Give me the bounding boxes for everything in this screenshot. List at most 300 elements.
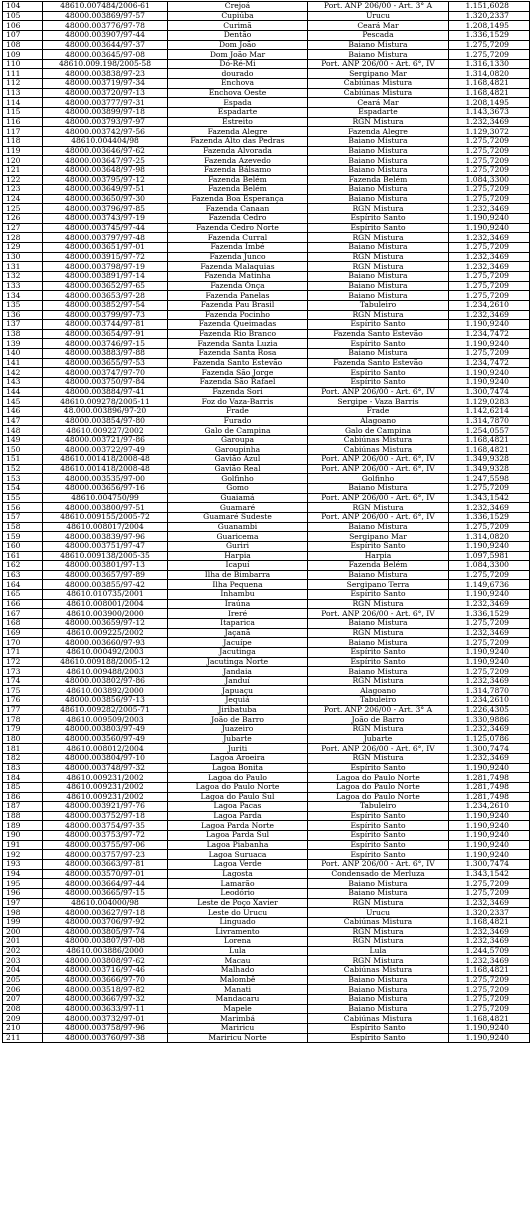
process-number: 48000.003921/97-76 <box>43 802 168 812</box>
field-name: Lagoa do Paulo Sul <box>168 792 308 802</box>
field-name: Lagoa Suruaca <box>168 850 308 860</box>
reference-oil: Cabiúnas Mistura <box>308 79 449 89</box>
row-number: 118 <box>3 136 43 146</box>
row-number: 196 <box>3 888 43 898</box>
process-number: 48000.003655/97-53 <box>43 358 168 368</box>
reference-oil: Baiano Mistura <box>308 271 449 281</box>
row-number: 172 <box>3 657 43 667</box>
table-row <box>3 647 530 657</box>
row-number: 177 <box>3 705 43 715</box>
price-value: 1.168,4821 <box>449 88 530 98</box>
price-value: 1.232,3469 <box>449 628 530 638</box>
field-name: Guaricema <box>168 532 308 542</box>
reference-oil: RGN Mistura <box>308 725 449 735</box>
reference-oil: Baiano Mistura <box>308 985 449 995</box>
price-value: 1.208,1495 <box>449 21 530 31</box>
price-value: 1.190,9240 <box>449 590 530 600</box>
table-row <box>3 908 530 918</box>
reference-oil: Espírito Santo <box>308 320 449 330</box>
table-row <box>3 503 530 513</box>
reference-oil: Port. ANP 206/00 - Art. 3° A <box>308 2 449 12</box>
reference-oil: Port. ANP 206/00 - Art. 3° A <box>308 705 449 715</box>
reference-oil: Frade <box>308 406 449 416</box>
process-number: 48610.009282/2005-71 <box>43 705 168 715</box>
row-number: 139 <box>3 339 43 349</box>
table-row <box>3 773 530 783</box>
field-name: Lagoa Parda <box>168 811 308 821</box>
table-row <box>3 667 530 677</box>
process-number: 48.000.003896/97-20 <box>43 406 168 416</box>
table-row <box>3 657 530 667</box>
row-number: 165 <box>3 590 43 600</box>
table-row <box>3 580 530 590</box>
row-number: 199 <box>3 917 43 927</box>
price-value: 1.190,9240 <box>449 223 530 233</box>
table-row <box>3 1014 530 1024</box>
row-number: 156 <box>3 503 43 513</box>
price-value: 1.275,7209 <box>449 522 530 532</box>
field-name: Fazenda Cedro Norte <box>168 223 308 233</box>
reference-oil: Baiano Mistura <box>308 291 449 301</box>
table-row <box>3 725 530 735</box>
reference-oil: Baiano Mistura <box>308 281 449 291</box>
price-value: 1.129,0283 <box>449 397 530 407</box>
price-value: 1.320,2337 <box>449 11 530 21</box>
reference-oil: Espírito Santo <box>308 368 449 378</box>
reference-oil: Baiano Mistura <box>308 570 449 580</box>
price-value: 1.314,7870 <box>449 416 530 426</box>
table-row <box>3 734 530 744</box>
row-number: 207 <box>3 994 43 1004</box>
price-value: 1.190,9240 <box>449 850 530 860</box>
process-number: 48000.003754/97-35 <box>43 821 168 831</box>
field-name: Fazenda Queimadas <box>168 320 308 330</box>
process-number: 48000.003659/97-12 <box>43 619 168 629</box>
price-value: 1.281,7498 <box>449 773 530 783</box>
table-row <box>3 329 530 339</box>
field-name: Gavião Azul <box>168 455 308 465</box>
row-number: 137 <box>3 320 43 330</box>
reference-oil: Cabiúnas Mistura <box>308 445 449 455</box>
price-value: 1.275,7209 <box>449 243 530 253</box>
table-row <box>3 30 530 40</box>
reference-oil: Baiano Mistura <box>308 638 449 648</box>
price-value: 1.275,7209 <box>449 985 530 995</box>
table-row <box>3 98 530 108</box>
row-number: 130 <box>3 252 43 262</box>
field-name: Galo de Campina <box>168 426 308 436</box>
table-row <box>3 435 530 445</box>
field-name: Fazenda Alegre <box>168 127 308 137</box>
process-number: 48000.003657/97-89 <box>43 570 168 580</box>
price-value: 1.316,1330 <box>449 59 530 69</box>
row-number: 185 <box>3 782 43 792</box>
row-number: 203 <box>3 956 43 966</box>
reference-oil: Ceará Mar <box>308 98 449 108</box>
process-number: 48000.003645/97-08 <box>43 50 168 60</box>
table-row <box>3 204 530 214</box>
reference-oil: Espírito Santo <box>308 541 449 551</box>
field-name: Golfinho <box>168 474 308 484</box>
row-number: 187 <box>3 802 43 812</box>
field-name: Gomo <box>168 484 308 494</box>
reference-oil: Baiano Mistura <box>308 146 449 156</box>
table-row <box>3 628 530 638</box>
reference-oil: Lagoa do Paulo Norte <box>308 782 449 792</box>
reference-oil: Alagoano <box>308 416 449 426</box>
field-name: Malhado <box>168 966 308 976</box>
reference-oil: Baiano Mistura <box>308 879 449 889</box>
price-value: 1.232,3469 <box>449 753 530 763</box>
row-number: 208 <box>3 1004 43 1014</box>
table-row <box>3 21 530 31</box>
price-value: 1.232,3469 <box>449 927 530 937</box>
price-value: 1.232,3469 <box>449 956 530 966</box>
field-name: Guamaré <box>168 503 308 513</box>
field-name: Fazenda Curral <box>168 233 308 243</box>
table-row <box>3 69 530 79</box>
reference-oil: Port. ANP 206/00 - Art. 6°, IV <box>308 860 449 870</box>
field-name: Dó-Ré-Mi <box>168 59 308 69</box>
row-number: 201 <box>3 937 43 947</box>
field-name: Itaparica <box>168 619 308 629</box>
row-number: 150 <box>3 445 43 455</box>
field-name: Fazenda Pau Brasil <box>168 300 308 310</box>
field-name: Lagoa Pacas <box>168 802 308 812</box>
price-value: 1.300,7474 <box>449 744 530 754</box>
reference-oil: Port. ANP 206/00 - Art. 6°, IV <box>308 59 449 69</box>
process-number: 48610.009225/2002 <box>43 628 168 638</box>
row-number: 194 <box>3 869 43 879</box>
table-row <box>3 879 530 889</box>
row-number: 119 <box>3 146 43 156</box>
process-number: 48000.003667/97-32 <box>43 994 168 1004</box>
process-number: 48000.003796/97-85 <box>43 204 168 214</box>
row-number: 159 <box>3 532 43 542</box>
table-row <box>3 966 530 976</box>
table-row <box>3 214 530 224</box>
process-number: 48000.003854/97-80 <box>43 416 168 426</box>
table-row <box>3 79 530 89</box>
process-number: 48000.003648/97-98 <box>43 165 168 175</box>
field-name: Ilha Pequena <box>168 580 308 590</box>
price-value: 1.232,3469 <box>449 599 530 609</box>
row-number: 123 <box>3 185 43 195</box>
table-row <box>3 937 530 947</box>
row-number: 189 <box>3 821 43 831</box>
field-name: Fazenda São Rafael <box>168 377 308 387</box>
reference-oil: Baiano Mistura <box>308 975 449 985</box>
price-value: 1.232,3469 <box>449 117 530 127</box>
field-name: Cupiúba <box>168 11 308 21</box>
process-number: 48000.003751/97-47 <box>43 541 168 551</box>
price-value: 1.149,6736 <box>449 580 530 590</box>
process-number: 48000.003646/97-62 <box>43 146 168 156</box>
field-name: Lamarão <box>168 879 308 889</box>
field-name: Fazenda Junco <box>168 252 308 262</box>
price-value: 1.275,7209 <box>449 291 530 301</box>
price-value: 1.234,2610 <box>449 802 530 812</box>
row-number: 124 <box>3 194 43 204</box>
reference-oil: Port. ANP 206/00 - Art. 6°, IV <box>308 464 449 474</box>
process-number: 48000.003665/97-15 <box>43 888 168 898</box>
row-number: 169 <box>3 628 43 638</box>
field-name: Fazenda Belém <box>168 175 308 185</box>
price-value: 1.143,3673 <box>449 108 530 118</box>
table-row <box>3 1033 530 1043</box>
table-row <box>3 744 530 754</box>
row-number: 134 <box>3 291 43 301</box>
process-number: 48610.004750/99 <box>43 493 168 503</box>
field-name: Dom João Mar <box>168 50 308 60</box>
field-name: Lagoa do Paulo <box>168 773 308 783</box>
row-number: 155 <box>3 493 43 503</box>
reference-oil: Espírito Santo <box>308 1023 449 1033</box>
price-value: 1.234,2610 <box>449 300 530 310</box>
field-name: Livramento <box>168 927 308 937</box>
price-value: 1.275,7209 <box>449 879 530 889</box>
table-row <box>3 1004 530 1014</box>
process-number: 48000.003839/97-96 <box>43 532 168 542</box>
table-row <box>3 821 530 831</box>
field-name: Fazenda Bálsamo <box>168 165 308 175</box>
table-row <box>3 136 530 146</box>
process-number: 48610.004404/98 <box>43 136 168 146</box>
reference-oil: Espírito Santo <box>308 647 449 657</box>
field-name: Enchova <box>168 79 308 89</box>
price-value: 1.336,1529 <box>449 512 530 522</box>
reference-oil: Sergipano Terra <box>308 580 449 590</box>
process-number: 48000.003664/97-44 <box>43 879 168 889</box>
table-row <box>3 802 530 812</box>
reference-oil: Espírito Santo <box>308 840 449 850</box>
row-number: 122 <box>3 175 43 185</box>
field-name: Fazenda Matinha <box>168 271 308 281</box>
table-row <box>3 88 530 98</box>
row-number: 197 <box>3 898 43 908</box>
field-name: Macau <box>168 956 308 966</box>
price-value: 1.300,7474 <box>449 387 530 397</box>
reference-oil: Urucu <box>308 908 449 918</box>
field-name: Mapele <box>168 1004 308 1014</box>
price-value: 1.349,9328 <box>449 455 530 465</box>
table-row <box>3 619 530 629</box>
table-row <box>3 763 530 773</box>
field-name: Lagosta <box>168 869 308 879</box>
field-name: Guamaré Sudeste <box>168 512 308 522</box>
field-name: Gavião Real <box>168 464 308 474</box>
reference-oil: Sergipano Mar <box>308 532 449 542</box>
price-value: 1.190,9240 <box>449 840 530 850</box>
reference-oil: Urucu <box>308 11 449 21</box>
table-row <box>3 888 530 898</box>
field-name: Fazenda Azevedo <box>168 156 308 166</box>
table-row <box>3 320 530 330</box>
price-value: 1.226,4305 <box>449 705 530 715</box>
price-value: 1.142,6214 <box>449 406 530 416</box>
table-row <box>3 512 530 522</box>
field-name: Lula <box>168 946 308 956</box>
reference-oil: Espírito Santo <box>308 657 449 667</box>
row-number: 145 <box>3 397 43 407</box>
row-number: 152 <box>3 464 43 474</box>
table-row <box>3 243 530 253</box>
price-value: 1.168,4821 <box>449 445 530 455</box>
process-number: 48610.009509/2003 <box>43 715 168 725</box>
table-row <box>3 11 530 21</box>
process-number: 48610.001418/2008-48 <box>43 464 168 474</box>
price-value: 1.232,3469 <box>449 676 530 686</box>
table-row <box>3 59 530 69</box>
row-number: 200 <box>3 927 43 937</box>
process-number: 48000.003891/97-14 <box>43 271 168 281</box>
table-row <box>3 339 530 349</box>
field-name: Jaçanã <box>168 628 308 638</box>
process-number: 48000.003518/97-82 <box>43 985 168 995</box>
price-value: 1.190,9240 <box>449 541 530 551</box>
reference-oil: Baiano Mistura <box>308 165 449 175</box>
table-row <box>3 590 530 600</box>
row-number: 179 <box>3 725 43 735</box>
table-row <box>3 464 530 474</box>
process-number: 48610.010735/2001 <box>43 590 168 600</box>
process-number: 48000.003801/97-13 <box>43 561 168 571</box>
field-name: Mariricu <box>168 1023 308 1033</box>
field-name: Fazenda Panelas <box>168 291 308 301</box>
process-number: 48000.003899/97-18 <box>43 108 168 118</box>
field-name: Fazenda Pocinho <box>168 310 308 320</box>
row-number: 157 <box>3 512 43 522</box>
reference-oil: Fazenda Santo Estevão <box>308 358 449 368</box>
row-number: 112 <box>3 79 43 89</box>
price-value: 1.190,9240 <box>449 214 530 224</box>
price-value: 1.190,9240 <box>449 320 530 330</box>
field-name: Guaiamá <box>168 493 308 503</box>
price-value: 1.275,7209 <box>449 1004 530 1014</box>
row-number: 107 <box>3 30 43 40</box>
price-value: 1.232,3469 <box>449 252 530 262</box>
table-row <box>3 599 530 609</box>
price-value: 1.275,7209 <box>449 888 530 898</box>
process-number: 48610.001418/2008-48 <box>43 455 168 465</box>
reference-oil: Ceará Mar <box>308 21 449 31</box>
table-row <box>3 532 530 542</box>
price-value: 1.168,4821 <box>449 1014 530 1024</box>
row-number: 114 <box>3 98 43 108</box>
price-value: 1.232,3469 <box>449 262 530 272</box>
process-number: 48000.003757/97-23 <box>43 850 168 860</box>
process-number: 48000.003807/97-08 <box>43 937 168 947</box>
row-number: 111 <box>3 69 43 79</box>
price-value: 1.275,7209 <box>449 165 530 175</box>
price-value: 1.168,4821 <box>449 79 530 89</box>
row-number: 133 <box>3 281 43 291</box>
row-number: 142 <box>3 368 43 378</box>
process-number: 48000.003720/97-13 <box>43 88 168 98</box>
price-value: 1.254,0557 <box>449 426 530 436</box>
reference-oil: Baiano Mistura <box>308 484 449 494</box>
table-row <box>3 368 530 378</box>
table-row <box>3 975 530 985</box>
field-name: Marimbá <box>168 1014 308 1024</box>
table-row <box>3 570 530 580</box>
price-value: 1.275,7209 <box>449 975 530 985</box>
field-name: Curimã <box>168 21 308 31</box>
reference-oil: RGN Mistura <box>308 204 449 214</box>
price-value: 1.168,4821 <box>449 435 530 445</box>
row-number: 186 <box>3 792 43 802</box>
price-value: 1.275,7209 <box>449 185 530 195</box>
reference-oil: RGN Mistura <box>308 233 449 243</box>
field-name: Jacuípe <box>168 638 308 648</box>
table-row <box>3 291 530 301</box>
table-row <box>3 406 530 416</box>
row-number: 151 <box>3 455 43 465</box>
process-number: 48000.003793/97-97 <box>43 117 168 127</box>
price-value: 1.190,9240 <box>449 657 530 667</box>
price-value: 1.190,9240 <box>449 1033 530 1043</box>
field-name: Fazenda Alto das Pedras <box>168 136 308 146</box>
row-number: 121 <box>3 165 43 175</box>
reference-oil: Espírito Santo <box>308 590 449 600</box>
price-value: 1.275,7209 <box>449 638 530 648</box>
row-number: 154 <box>3 484 43 494</box>
field-name: Dom João <box>168 40 308 50</box>
process-number: 48000.003652/97-65 <box>43 281 168 291</box>
process-number: 48000.003803/97-49 <box>43 725 168 735</box>
reference-oil: Tabuleiro <box>308 300 449 310</box>
row-number: 180 <box>3 734 43 744</box>
field-name: Mariricu Norte <box>168 1033 308 1043</box>
process-number: 48000.003915/97-72 <box>43 252 168 262</box>
process-number: 48000.003777/97-31 <box>43 98 168 108</box>
field-name: Fazenda Santa Luzia <box>168 339 308 349</box>
row-number: 161 <box>3 551 43 561</box>
field-name: Guanambi <box>168 522 308 532</box>
row-number: 160 <box>3 541 43 551</box>
process-number: 48610.007484/2006-61 <box>43 2 168 12</box>
price-value: 1.275,7209 <box>449 194 530 204</box>
process-number: 48610.008017/2004 <box>43 522 168 532</box>
table-row <box>3 898 530 908</box>
reference-oil: Espírito Santo <box>308 214 449 224</box>
field-name: Garoupa <box>168 435 308 445</box>
process-number: 48000.003719/97-34 <box>43 79 168 89</box>
table-row <box>3 609 530 619</box>
reference-oil: Fazenda Belém <box>308 561 449 571</box>
price-value: 1.190,9240 <box>449 821 530 831</box>
process-number: 48000.003748/97-32 <box>43 763 168 773</box>
reference-oil: RGN Mistura <box>308 117 449 127</box>
reference-oil: Port. ANP 206/00 - Art. 6°, IV <box>308 609 449 619</box>
process-number: 48000.003743/97-19 <box>43 214 168 224</box>
reference-oil: Harpia <box>308 551 449 561</box>
row-number: 198 <box>3 908 43 918</box>
field-name: Janduí <box>168 676 308 686</box>
reference-oil: Espírito Santo <box>308 831 449 841</box>
reference-oil: RGN Mistura <box>308 262 449 272</box>
table-row <box>3 705 530 715</box>
row-number: 146 <box>3 406 43 416</box>
field-name: Juazeiro <box>168 725 308 735</box>
row-number: 171 <box>3 647 43 657</box>
table-row <box>3 715 530 725</box>
row-number: 163 <box>3 570 43 580</box>
table-row <box>3 956 530 966</box>
row-number: 104 <box>3 2 43 12</box>
process-number: 48000.003869/97-57 <box>43 11 168 21</box>
field-name: Inhambu <box>168 590 308 600</box>
